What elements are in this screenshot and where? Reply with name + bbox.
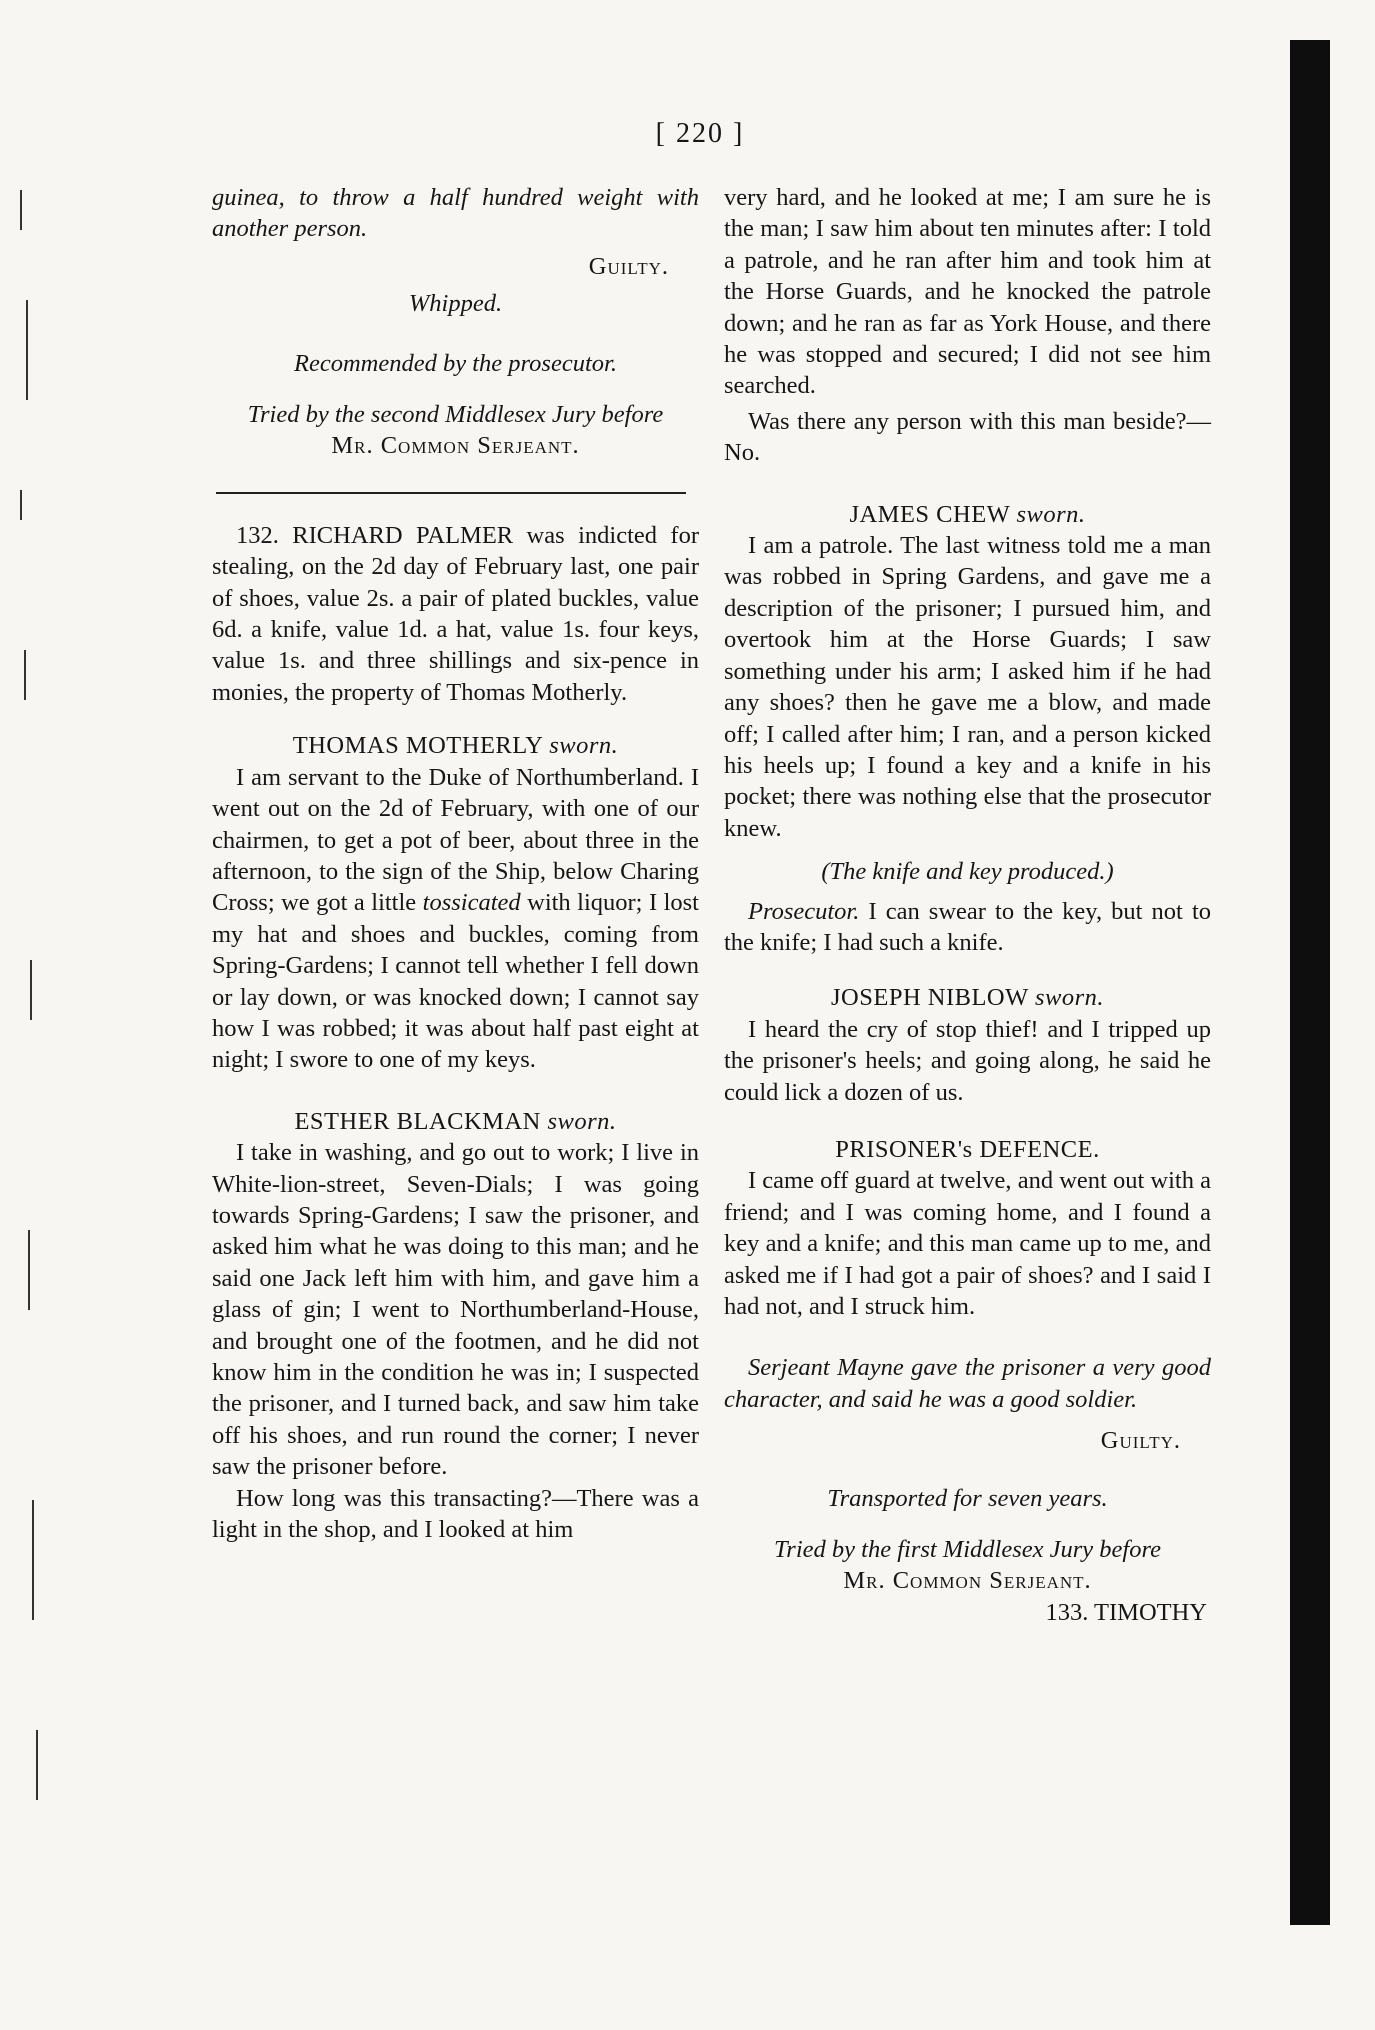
left-column bbox=[212, 182, 699, 1545]
prosecutor-statement: Prosecutor. I can swear to the key, but not to the knife; I had such a knife. bbox=[724, 897, 1211, 956]
witness-heading-chew bbox=[724, 499, 1211, 530]
verdict-guilty-2: Guilty. bbox=[1100, 1427, 1181, 1455]
section-rule bbox=[216, 492, 686, 494]
testimony-motherly: I am servant to the Duke of Northumberland. I went out on the 2d of February, with one of our chairmen, to get a pot of beer, about three in the afternoon, to the sign of the Ship, below Charing Cross; we got a little tossicated with liquor; I lost my hat and shoes and buckles, coming from Spring-Gardens; I cannot tell whether I fell down or lay down, or was knocked down; I cannot say how I was robbed; it was about half past eight at night; I swore to one of my keys. bbox=[212, 763, 699, 1074]
tried-by-judge-2: Mr. Common Serjeant. bbox=[843, 1567, 1092, 1595]
punishment-transported: Transported for seven years. bbox=[827, 1484, 1108, 1512]
sworn-label: sworn. bbox=[549, 732, 619, 760]
testimony-chew: I am a patrole. The last witness told me a man was robbed in Spring Gardens, and gave me a description of the prisoner; I pursued him, and overtook him at the Horse Guards; I saw something under his arm; I asked him if he had any shoes? then he gave me a blow, and made off; I called after him; I ran, and a person kicked his heels up; I found a key and a knife in his pocket; there was nothing else that the prosecutor knew. bbox=[724, 532, 1211, 842]
question-how-long: How long was this transacting?—There was a light in the shop, and I looked at him bbox=[212, 1484, 699, 1544]
tried-by-judge: Mr. Common Serjeant. bbox=[331, 432, 580, 460]
witness-heading-motherly bbox=[212, 730, 699, 761]
witness-name: JAMES CHEW bbox=[849, 500, 1010, 528]
tried-by-line-2: Tried by the first Middlesex Jury before bbox=[774, 1536, 1161, 1564]
catchword: 133. TIMOTHY bbox=[1045, 1598, 1207, 1626]
right-column bbox=[724, 182, 1211, 1628]
testimony-blackman: I take in washing, and go out to work; I live in White-lion-street, Seven-Dials; I was going towards Spring-Gardens; I saw the prisoner, and asked him what he was doing to this man; and he said one Jack left him with him, and gave him a glass of gin; I went to Northumberland-House, and brought one of the footmen, and he did not know him in the condition he was in; I suspected the prisoner, and I turned back, and saw him take off his shoes, and run round the corner; I never saw the prisoner before. bbox=[212, 1139, 699, 1481]
binding-margin-marks bbox=[20, 170, 60, 1870]
punishment: Whipped. bbox=[408, 290, 503, 318]
continued-verdict-text: guinea, to throw a half hundred weight with another person. bbox=[212, 184, 699, 243]
witness-name: JOSEPH NIBLOW bbox=[831, 984, 1029, 1012]
italic-word: tossicated bbox=[422, 889, 521, 917]
witness-heading-blackman bbox=[212, 1106, 699, 1137]
verdict-guilty: Guilty. bbox=[588, 252, 669, 280]
sworn-label: sworn. bbox=[1034, 984, 1104, 1012]
defence-heading: PRISONER's DEFENCE. bbox=[835, 1135, 1100, 1163]
testimony-niblow: I heard the cry of stop thief! and I tripped up the prisoner's heels; and going along, he said he could lick a dozen of us. bbox=[724, 1015, 1211, 1106]
witness-heading-niblow bbox=[724, 982, 1211, 1013]
question-any-person: Was there any person with this man beside?—No. bbox=[724, 407, 1211, 467]
evidence-produced: (The knife and key produced.) bbox=[821, 858, 1114, 886]
prosecutor-label: Prosecutor. bbox=[748, 897, 860, 925]
case-132-intro: 132. RICHARD PALMER was indicted for stealing, on the 2d day of February last, one pair of shoes, value 2s. a pair of plated buckles, value 6d. a knife, value 1d. a hat, value 1s. four keys, value 1s. and three shillings and six-pence in monies, the property of Thomas Motherly. bbox=[212, 521, 699, 706]
character-note: Serjeant Mayne gave the prisoner a very good character, and said he was a good soldier. bbox=[724, 1354, 1211, 1413]
continued-testimony: very hard, and he looked at me; I am sure he is the man; I saw him about ten minutes after: I told a patrole, and he ran after him and took him at the Horse Guards, and he knocked the patrole down; and he ran as far as York House, and there he was stopped and secured; I did not see him searched. bbox=[724, 184, 1211, 400]
tried-by-line: Tried by the second Middlesex Jury before bbox=[247, 401, 664, 429]
defence-text: I came off guard at twelve, and went out with a friend; and I was coming home, and I found a key and a knife; and this man came up to me, and asked me if I had got a pair of shoes? and I said I had not, and I struck him. bbox=[724, 1167, 1211, 1320]
witness-name: THOMAS MOTHERLY bbox=[292, 732, 543, 760]
sworn-label: sworn. bbox=[547, 1107, 617, 1135]
witness-name: ESTHER BLACKMAN bbox=[294, 1107, 541, 1135]
page-number: [ 220 ] bbox=[655, 118, 745, 149]
scan-edge-bar bbox=[1290, 40, 1330, 1925]
recommendation: Recommended by the prosecutor. bbox=[294, 349, 617, 377]
sworn-label: sworn. bbox=[1016, 500, 1086, 528]
